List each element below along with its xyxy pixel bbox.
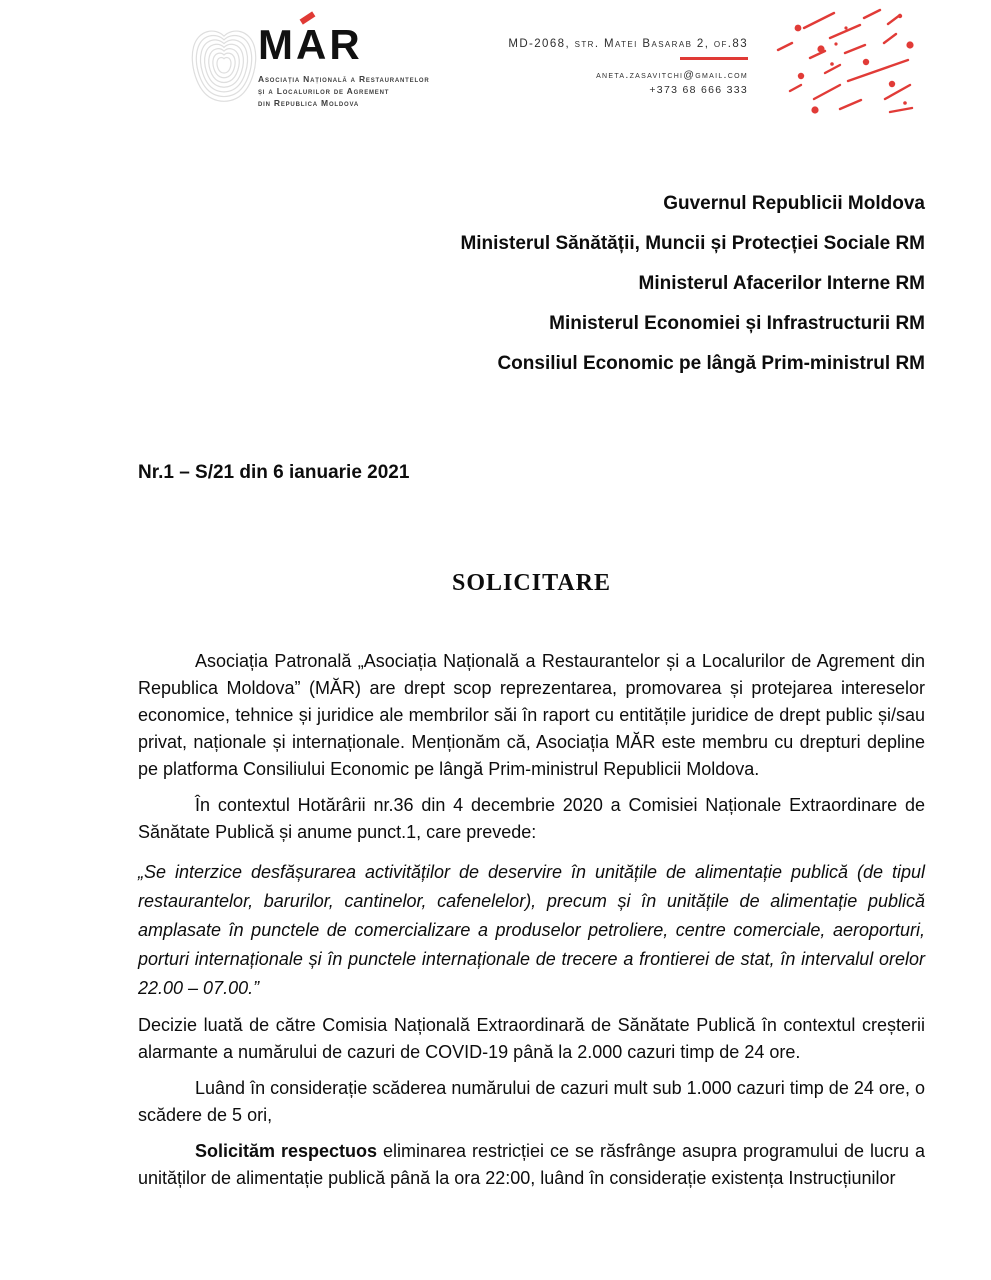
apple-contours-icon	[186, 22, 262, 113]
logo-letter-a: A	[296, 21, 330, 68]
paragraph-request	[138, 1138, 925, 1192]
paragraph-decision: Decizie luată de către Comisia Națională Extraordinară de Sănătate Publică în contextul creșterii alarmante a numărului de cazuri de COVID-19 până la 2.000 cazuri timp de 24 ore.	[138, 1015, 925, 1062]
logo-tagline-line: și a Localurilor de Agrement	[258, 86, 390, 96]
confetti-decoration-icon	[768, 2, 930, 125]
recipient-line: Ministerul Afacerilor Interne RM	[638, 273, 925, 294]
recipient-line: Consiliul Economic pe lângă Prim-ministrul RM	[497, 353, 925, 374]
contact-email: aneta.zasavitchi@gmail.com	[596, 69, 748, 81]
logo-tagline-line: Asociația Națională a Restaurantelor	[258, 74, 430, 84]
recipient-line: Guvernul Republicii Moldova	[663, 193, 925, 214]
logo-wordmark	[258, 21, 430, 68]
paragraph-context: În contextul Hotărârii nr.36 din 4 decembrie 2020 a Comisiei Naționale Extraordinare de Sănătate Publică și anume punct.1, care prevede:	[138, 795, 925, 842]
logo-tagline	[258, 73, 430, 109]
logo-letter-r: R	[329, 21, 363, 68]
document-body	[138, 648, 925, 1201]
document-title: SOLICITARE	[452, 570, 611, 596]
contact-phone: +373 68 666 333	[649, 84, 748, 96]
recipient-line: Ministerul Economiei și Infrastructurii RM	[549, 313, 925, 334]
request-rest: eliminarea restricției ce se răsfrânge asupra programului de lucru a unităților de alimentație publică până la ora 22:00, luând în considerație existența Instrucțiunilor	[138, 1141, 925, 1188]
recipient-line: Ministerul Sănătății, Muncii și Protecției Sociale RM	[460, 233, 925, 254]
request-lead-bold: Solicităm respectuos	[195, 1141, 378, 1161]
logo-tagline-line: din Republica Moldova	[258, 98, 359, 108]
paragraph-intro: Asociația Patronală „Asociația Națională a Restaurantelor și a Localurilor de Agrement din Republica Moldova” (MĂR) are drept scop reprezentarea, promovarea și protejarea intereselor economice, tehnice și juridice ale membrilor săi în raport cu entitățile juridice de drept public și/sau privat, naționale și internaționale. Menționăm că, Asociația MĂR este membru cu drepturi depline pe platforma Consiliului Economic pe lângă Prim-ministrul Republicii Moldova.	[138, 651, 925, 779]
contact-block	[508, 38, 748, 96]
recipients-block	[138, 190, 925, 390]
red-underline-divider	[680, 57, 748, 60]
logo-block	[258, 21, 430, 109]
logo-letter-m: M	[258, 21, 296, 68]
paragraph-quote: „Se interzice desfășurarea activităților de deservire în unitățile de alimentație publică (de tipul restaurantelor, barurilor, cantinelor, cafenelelor), precum și în unitățile de alimentație publică amplasate în punctele de comercializare a produselor petroliere, centre comerciale, aeroporturi, porturi internaționale și în punctele internaționale de trecere a frontierei de stat, în intervalul orelor 22.00 – 07.00.”	[138, 862, 925, 998]
reference-number: Nr.1 – S/21 din 6 ianuarie 2021	[138, 462, 410, 483]
contact-address: MD-2068, str. Matei Basarab 2, of.83	[508, 38, 748, 50]
paragraph-consideration: Luând în considerație scăderea numărului de cazuri mult sub 1.000 cazuri timp de 24 ore, o scădere de 5 ori,	[138, 1078, 925, 1125]
